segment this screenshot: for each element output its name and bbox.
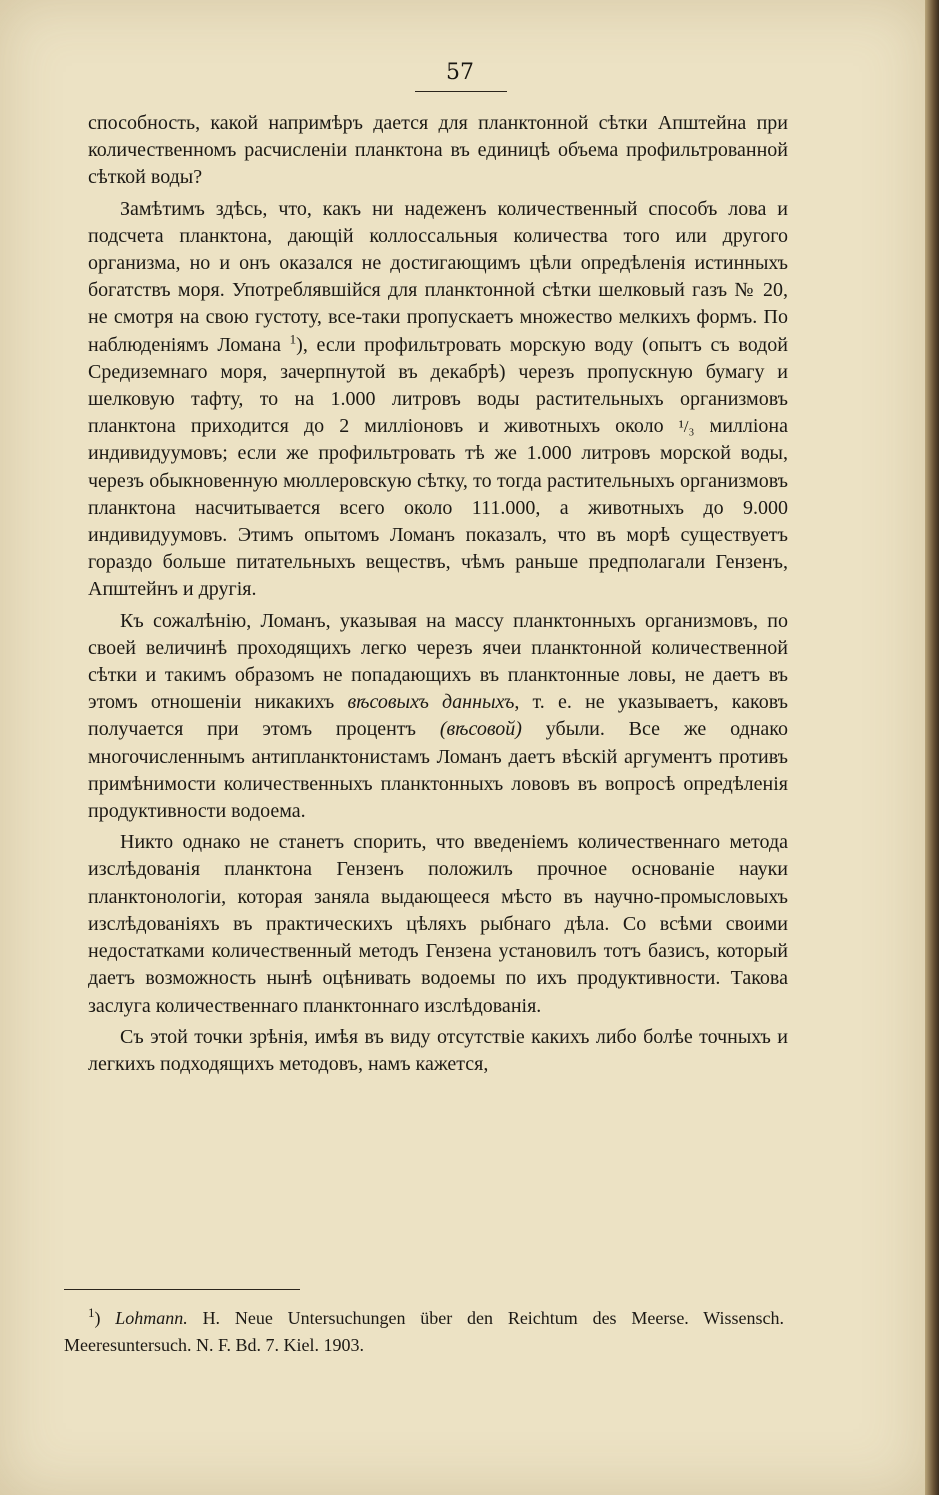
page-number-rule — [415, 91, 507, 92]
paragraph-2-text-c: милліона индивидуумовъ; если же профильтровать тѣ же 1.000 литровъ морской воды, черезъ обыкновенную мюллеровскую сѣтку, то тогда растительныхъ организмовъ планктона насчитывается всего около 111.000, а животныхъ до 9.000 индивидуумовъ. Этимъ опытомъ Ломанъ показалъ, что въ морѣ существуетъ гораздо больше питательныхъ веществъ, чѣмъ раньше предполагали Гензенъ, Апштейнъ и другія. — [88, 415, 788, 601]
paragraph-4 — [88, 829, 788, 1019]
italic-weight: (вѣсовой) — [439, 718, 522, 741]
italic-weight-data: вѣсовыхъ данныхъ — [347, 691, 515, 714]
paragraph-2-text-a: Замѣтимъ здѣсь, что, какъ ни надеженъ количественный способъ лова и подсчета планктона, дающій коллоссальныя количества того или другого организма, но и онъ оказался не достигающимъ цѣли опредѣленія истинныхъ богатствъ моря. Употреблявшійся для планктонной сѣтки шелковый газъ № 20, не смотря на свою густоту, все-таки пропускаетъ множество мелкихъ формъ. По наблюденіямъ Ломана — [88, 197, 788, 356]
footnote: $^1$) Lohmann. H. Neue Untersuchungen über den Reichtum des Meerse. Wissensch. Meeresuntersuch. N. F. Bd. 7. Kiel. 1903. — [64, 1305, 785, 1355]
footnote-rule — [64, 1289, 300, 1290]
paragraph-3-text-b: , т. е. не указываетъ, каковъ получается при этомъ процентъ — [88, 691, 789, 741]
page-edge — [925, 0, 939, 1495]
fraction-one-third: ¹/₃ — [678, 417, 695, 437]
footnote-reference: 1 — [289, 330, 297, 346]
page-number: 57 — [446, 60, 474, 85]
paragraph-3 — [88, 608, 788, 826]
paragraph-2-text-b: ), если профильтровать морскую воду (опытъ съ водой Средиземнаго моря, зачерпнутой въ декабрѣ) черезъ пропускную бумагу и шелковую тафту, то на 1.000 литровъ воды растительныхъ организмовъ планктона приходится до 2 милліоновъ и животныхъ около — [88, 333, 789, 438]
footnote-text: H. Neue Untersuchungen über den Reichtum des Meerse. Wissensch. Meeresuntersuch. N. F. Bd. 7. Kiel. 1903. — [64, 1308, 785, 1355]
paragraph-2 — [88, 196, 788, 604]
paragraph-3-text-c: убыли. Все же однако многочисленнымъ антипланктонистамъ Ломанъ даетъ вѣскій аргументъ противъ примѣнимости количественныхъ планктонныхъ лововъ въ вопросѣ опредѣленія продуктивности водоема. — [88, 718, 788, 823]
paragraph-1-text: способность, какой напримѣръ дается для планктонной сѣтки Апштейна при количественномъ расчисленіи планктона въ единицѣ объема профильтрованной сѣткой воды? — [88, 112, 788, 189]
footnote-mark: 1 — [88, 1305, 95, 1320]
paragraph-5-text: Съ этой точки зрѣнія, имѣя въ виду отсутствіе какихъ либо болѣе точныхъ и легкихъ подходящихъ методовъ, намъ кажется, — [88, 1025, 788, 1075]
paragraph-3-text-a: Къ сожалѣнію, Ломанъ, указывая на массу планктонныхъ организмовъ, по своей величинѣ проходящихъ легко черезъ ячеи планктонной количественной сѣтки и такимъ образомъ не попадающихъ въ планктонные ловы, не даетъ въ этомъ отношеніи никакихъ — [88, 609, 788, 714]
paragraph-4-text: Никто однако не станетъ спорить, что введеніемъ количественнаго метода изслѣдованія планктона Гензенъ положилъ прочное основаніе науки планктонологіи, которая заняла выдающееся мѣсто въ научно-промысловыхъ изслѣдованіяхъ въ практическихъ цѣляхъ рыбнаго дѣла. Со всѣми своими недостатками количественный методъ Гензена установилъ тотъ базисъ, который даетъ возможность нынѣ оцѣнивать водоемы по ихъ продуктивности. Такова заслуга количественнаго планктоннаго изслѣдованія. — [88, 831, 788, 1017]
paragraph-5 — [88, 1024, 788, 1078]
footnote-author: Lohmann. — [115, 1308, 188, 1328]
paragraph-1 — [88, 110, 788, 192]
main-text — [88, 110, 788, 1082]
